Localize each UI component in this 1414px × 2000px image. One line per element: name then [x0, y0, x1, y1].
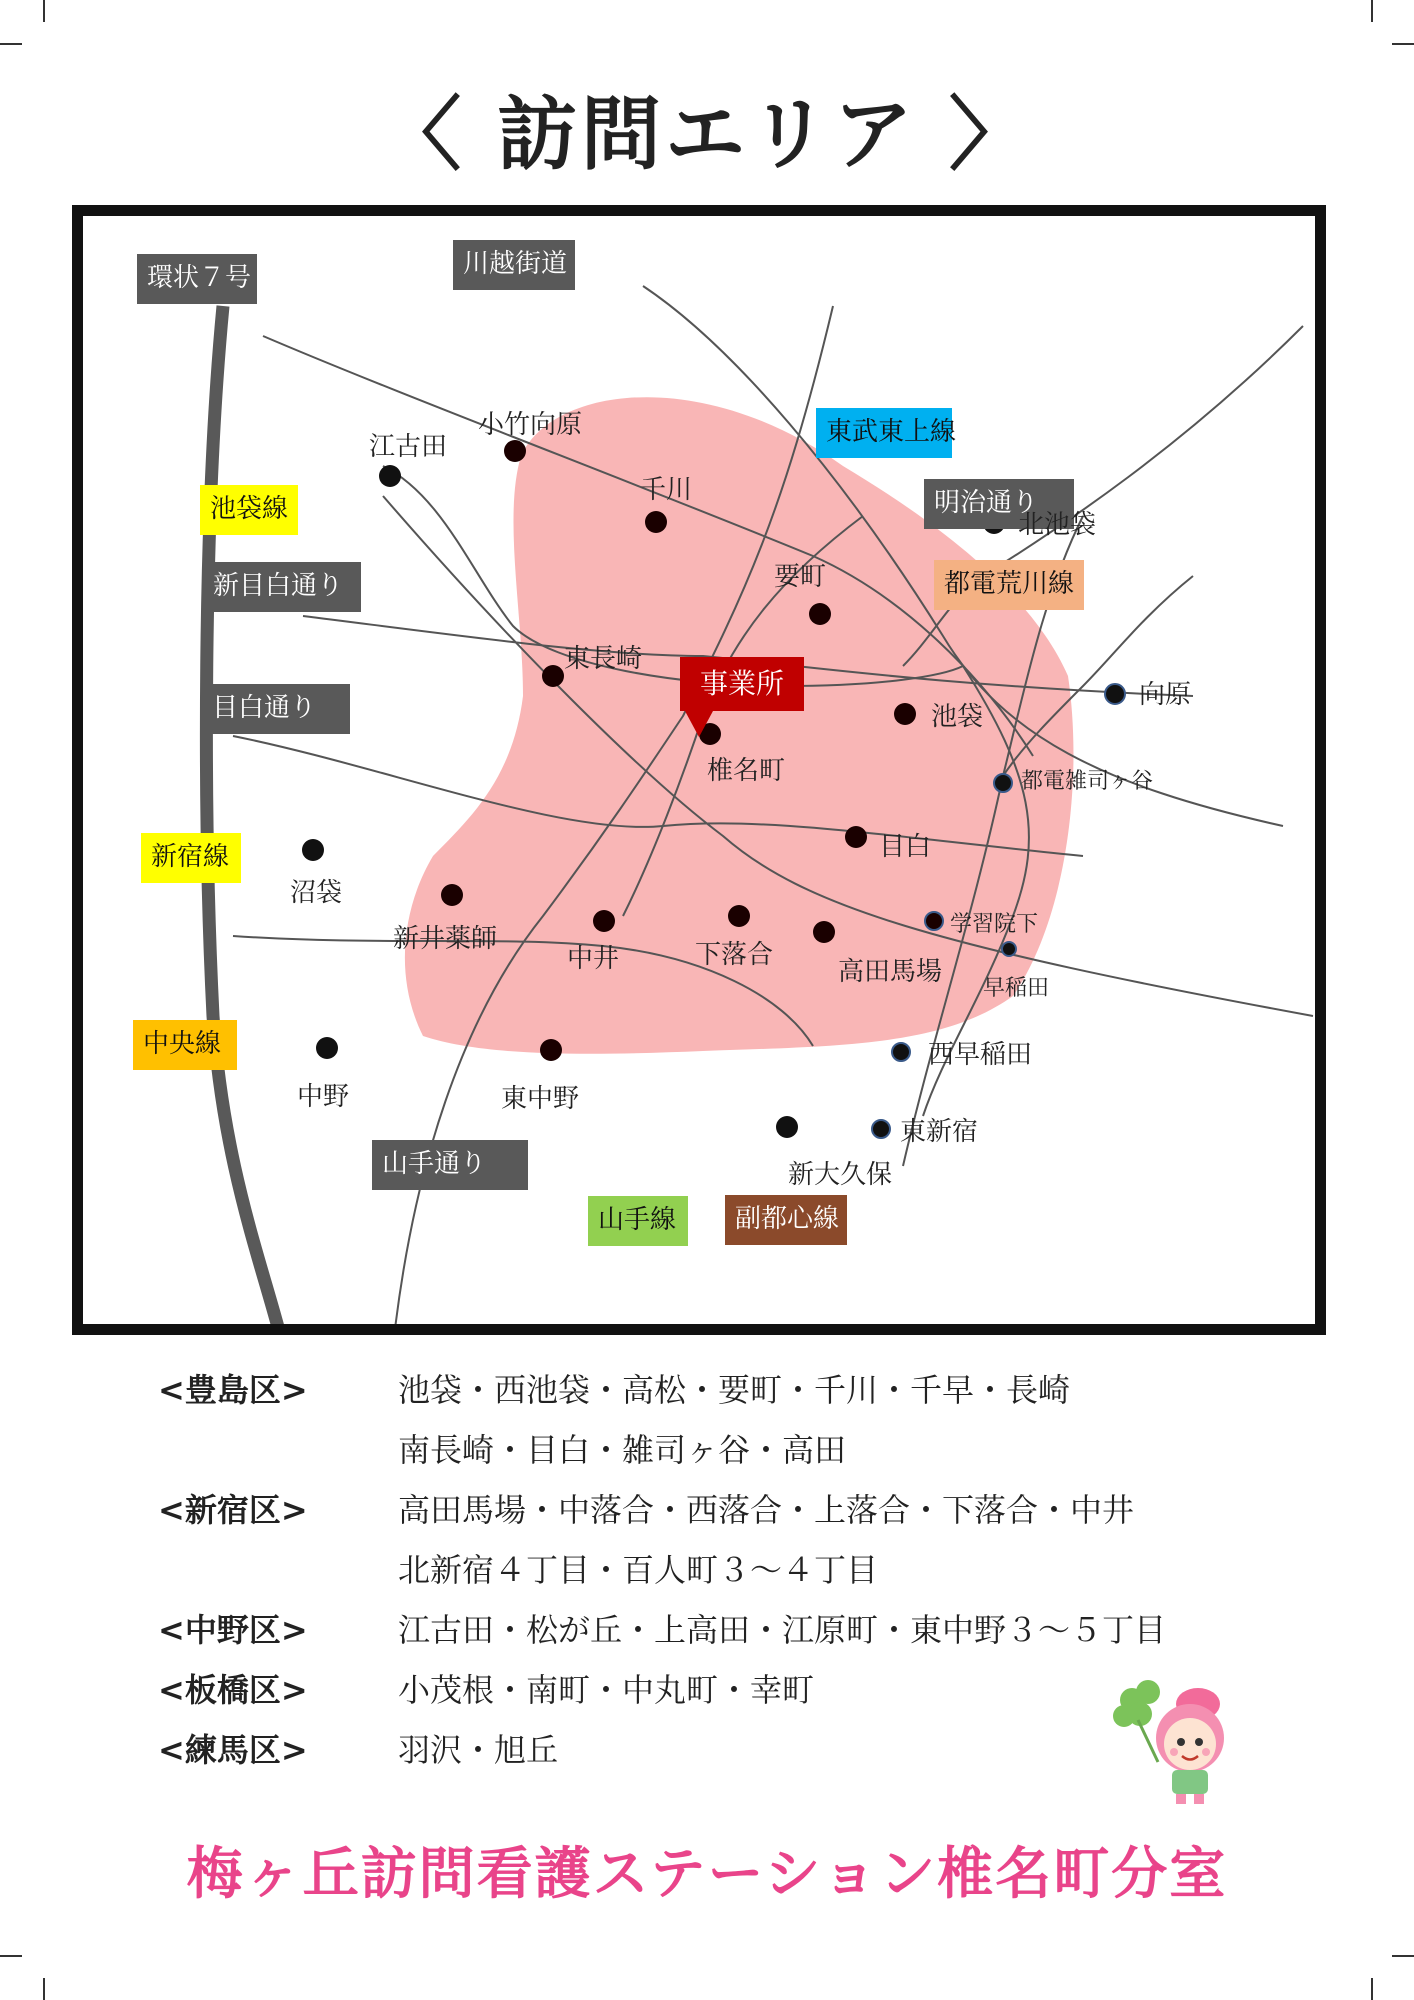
station-name-footer: 梅ヶ丘訪問看護ステーション椎名町分室 [186, 1842, 1228, 1907]
crop-mark [1392, 43, 1414, 45]
crop-mark [0, 1955, 22, 1957]
station-waseda [1002, 942, 1016, 956]
crop-mark [1371, 1978, 1373, 2000]
area-row [158, 1420, 1258, 1480]
station-nishiwaseda [892, 1043, 910, 1061]
area-row [158, 1480, 1258, 1540]
label-mejiro-road: 目白通り [202, 684, 350, 734]
station-label: 江古田 [369, 432, 448, 462]
station-label: 新井薬師 [393, 924, 498, 954]
ward-name: <練馬区> [158, 1731, 308, 1769]
station-gakushuin [925, 912, 943, 930]
ward-name: <新宿区> [158, 1491, 308, 1529]
station-takadanobaba [813, 921, 835, 943]
crop-mark [1371, 0, 1373, 22]
label-shinmejiro: 新目白通り [203, 562, 361, 612]
area-row [158, 1660, 1258, 1720]
station-kanamecho [809, 603, 831, 625]
label-meiji: 明治通り [924, 479, 1074, 529]
area-row [158, 1600, 1258, 1660]
town-list: 江古田・松が丘・上高田・江原町・東中野３～５丁目 [398, 1611, 1167, 1649]
label-shinjuku-line: 新宿線 [141, 833, 241, 883]
station-higashinakano [540, 1039, 562, 1061]
label-kanjo7: 環状７号 [137, 254, 257, 304]
town-list: 北新宿４丁目・百人町３～４丁目 [398, 1551, 879, 1589]
station-mukohara [1105, 684, 1125, 704]
area-list [158, 1360, 1258, 1780]
office-marker: 事業所 [680, 657, 804, 711]
station-shinokubo [776, 1116, 798, 1138]
station-label: 要町 [774, 562, 827, 592]
area-row [158, 1360, 1258, 1420]
station-mejiro [845, 826, 867, 848]
town-list: 南長崎・目白・雑司ヶ谷・高田 [398, 1431, 847, 1469]
station-label: 高田馬場 [838, 957, 943, 987]
ward-name: <板橋区> [158, 1671, 308, 1709]
town-list: 羽沢・旭丘 [398, 1731, 559, 1769]
town-list: 小茂根・南町・中丸町・幸町 [398, 1671, 815, 1709]
station-label: 西早稲田 [928, 1040, 1033, 1070]
station-higashishinjuku [872, 1120, 890, 1138]
station-label: 椎名町 [707, 756, 786, 786]
ward-name: <中野区> [158, 1611, 308, 1649]
station-numabukuro [302, 839, 324, 861]
station-label: 新大久保 [788, 1160, 893, 1190]
station-label: 沼袋 [290, 878, 343, 908]
station-higashinagasaki [542, 665, 564, 687]
label-tobu-tojo: 東武東上線 [816, 408, 952, 458]
office-pin-icon [685, 711, 713, 737]
label-toden: 都電荒川線 [934, 560, 1084, 610]
station-zoshigaya [994, 774, 1012, 792]
crop-mark [43, 1978, 45, 2000]
station-label: 目白 [879, 832, 932, 862]
station-label: 学習院下 [950, 912, 1039, 937]
label-yamate: 山手通り [372, 1140, 528, 1190]
mascot-character-icon [1110, 1670, 1250, 1810]
station-label: 東新宿 [900, 1117, 979, 1147]
station-nakai [593, 910, 615, 932]
station-araiyakushi [441, 884, 463, 906]
station-label: 中野 [297, 1082, 350, 1112]
visit-area-map [72, 205, 1326, 1335]
station-label: 東中野 [501, 1084, 580, 1114]
station-kotake [504, 440, 526, 462]
ward-name: <豊島区> [158, 1371, 308, 1409]
station-label: 千川 [640, 475, 693, 505]
crop-mark [43, 0, 45, 22]
label-kawagoe: 川越街道 [453, 240, 575, 290]
label-ikebukuro-line: 池袋線 [200, 485, 298, 535]
crop-mark [1392, 1955, 1414, 1957]
crop-mark [0, 43, 22, 45]
station-label: 早稲田 [983, 976, 1050, 1001]
town-list: 池袋・西池袋・高松・要町・千川・千早・長崎 [398, 1371, 1071, 1409]
area-row [158, 1540, 1258, 1600]
area-row [158, 1720, 1258, 1780]
station-ikebukuro [894, 703, 916, 725]
station-nakano [316, 1037, 338, 1059]
station-label: 東長崎 [564, 644, 643, 674]
station-label: 中井 [567, 944, 620, 974]
kanjo7-road [206, 306, 283, 1335]
label-chuo-line: 中央線 [133, 1020, 237, 1070]
station-label: 小竹向原 [478, 410, 583, 440]
station-senkawa [645, 511, 667, 533]
station-label: 都電雑司ヶ谷 [1021, 769, 1154, 794]
town-list: 高田馬場・中落合・西落合・上落合・下落合・中井 [398, 1491, 1135, 1529]
station-label: 池袋 [931, 702, 984, 732]
station-label: 向原 [1139, 680, 1192, 710]
station-shimoochiai [728, 905, 750, 927]
label-fukutoshin-line: 副都心線 [725, 1195, 847, 1245]
station-label: 下落合 [695, 940, 774, 970]
page-title: 〈 訪問エリア 〉 [381, 88, 1033, 181]
station-ekoda [379, 465, 401, 487]
label-yamanote-line: 山手線 [588, 1196, 688, 1246]
station-label: 北池袋 [1018, 510, 1097, 540]
